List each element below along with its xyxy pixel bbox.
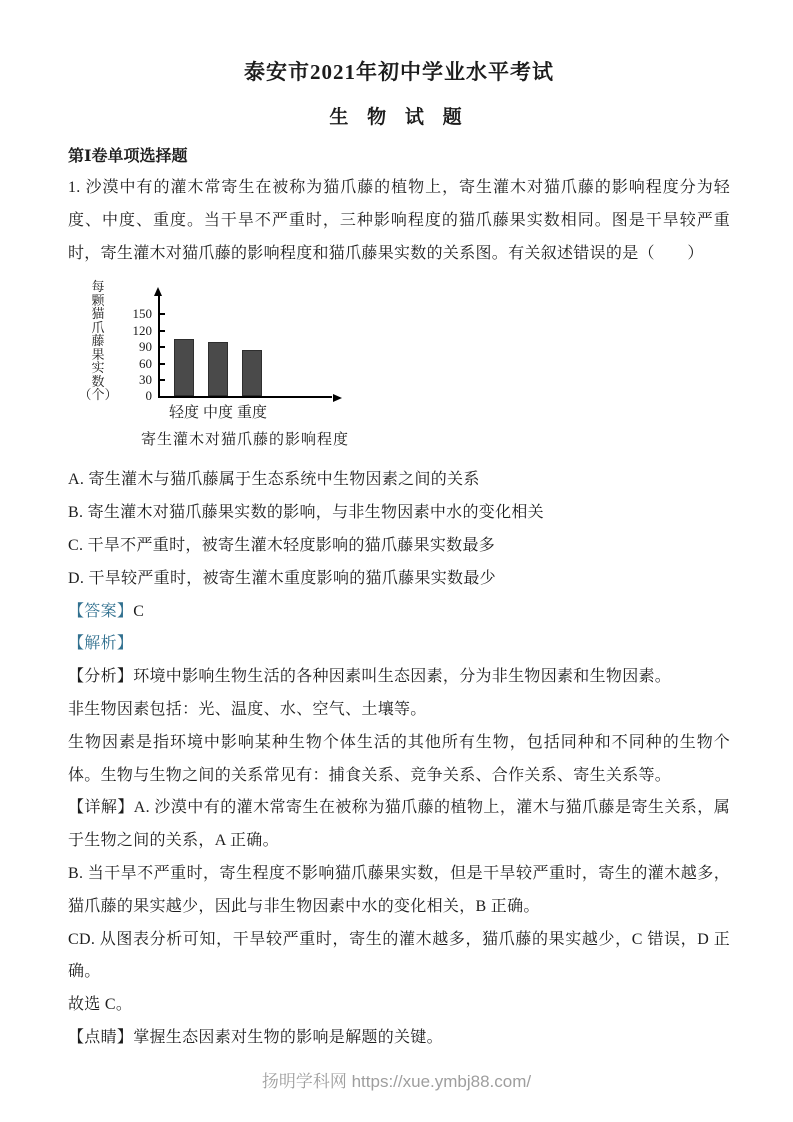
section-heading: 第Ⅰ卷单项选择题 [68,148,188,165]
option-b: B. 寄生灌木对猫爪藤果实数的影响，与非生物因素中水的变化相关 [68,504,544,522]
chart-y-tick-label: 0 [145,388,152,404]
footer-watermark [0,1067,793,1092]
chart-y-tick-mark [160,330,165,332]
chart-y-axis-label-char: 猫 [91,306,105,322]
option-a: A. 寄生灌木与猫爪藤属于生态系统中生物因素之间的关系 [68,471,480,489]
analysis-paragraph: 【详解】A. 沙漠中有的灌木常寄生在被称为猫爪藤的植物上，灌木与猫爪藤是寄生关系，属于生物之间的关系，A 正确。 [68,799,730,850]
chart-y-axis-label-char: 实 [91,360,105,376]
analysis-paragraph: 故选 C。 [68,996,133,1014]
exam-subtitle: 生 物 试 题 [329,107,469,128]
chart-y-axis-label-char: 爪 [91,319,105,335]
chart-y-axis-label [78,280,118,402]
answer-value: C [133,602,145,620]
analysis-heading: 【解析】 [68,635,134,653]
chart-y-axis-label-char: （个） [78,387,118,403]
footer-link[interactable]: 扬明学科网 https://xue.ymbj88.com/ [261,1072,532,1091]
chart-y-axis-label-char: 藤 [91,333,105,349]
analysis-section [68,661,730,1055]
analysis-paragraph: B. 当干旱不严重时，寄生程度不影响猫爪藤果实数，但是干旱较严重时，寄生的灌木越多，猫爪藤的果实越少，因此与非生物因素中水的变化相关，B 正确。 [68,864,730,915]
chart-bar-轻度 [174,339,194,396]
chart-x-tick-label: 轻度 [168,405,200,422]
chart-y-tick-label: 30 [139,372,152,387]
answer-label: 【答案】 [68,602,134,620]
options-list [68,464,730,595]
chart-y-tick-label: 150 [132,306,152,322]
chart-x-tick-label: 重度 [236,405,268,422]
analysis-paragraph: CD. 从图表分析可知，干旱较严重时，寄生的灌木越多，猫爪藤的果实越少，C 错误，D 正确。 [68,930,730,981]
exam-title: 泰安市2021年初中学业水平考试 [244,60,554,84]
chart-y-axis-label-char: 果 [91,346,105,362]
chart-plot-area [132,296,332,422]
analysis-paragraph: 【点睛】掌握生态因素对生物的影响是解题的关键。 [68,1028,443,1046]
chart-y-tick-mark [160,363,165,365]
chart-y-tick-mark [160,379,165,381]
chart-y-tick-label: 90 [139,339,152,355]
option-d: D. 干旱较严重时，被寄生灌木重度影响的猫爪藤果实数最少 [68,569,496,587]
answer-line [68,596,730,629]
chart-plot-column [122,280,370,449]
chart-y-tick-mark [160,313,165,315]
chart-y-tick-label: 120 [132,322,152,338]
chart-bar-中度 [208,342,228,397]
option-c: C. 干旱不严重时，被寄生灌木轻度影响的猫爪藤果实数最多 [68,536,496,554]
bar-chart [78,280,730,448]
chart-bar-重度 [242,350,262,396]
chart-y-tick-label: 60 [139,355,152,371]
chart-y-axis-label-char: 数 [91,373,105,389]
question-text: 1. 沙漠中有的灌木常寄生在被称为猫爪藤的植物上，寄生灌木对猫爪藤的影响程度分为轻度、中度、重度。当干旱不严重时，三种影响程度的猫爪藤果实数相同。图是干旱较严重时，寄生灌木对猫爪藤的影响程度和猫爪藤果实数的关系图。有关叙述错误的是（ ） [68,179,730,262]
chart-y-axis-label-char: 每 [91,279,105,295]
chart-y-axis-label-char: 颗 [91,292,105,308]
chart-x-axis-label: 寄生灌木对猫爪藤的影响程度 [140,432,349,449]
analysis-paragraph: 生物因素是指环境中影响某种生物个体生活的其他所有生物，包括同种和不同种的生物个体。生物与生物之间的关系常见有：捕食关系、竞争关系、合作关系、寄生关系等。 [68,733,730,784]
chart-x-tick-label: 中度 [202,405,234,422]
analysis-paragraph: 【分析】环境中影响生物生活的各种因素叫生态因素，分为非生物因素和生物因素。 [68,668,672,686]
chart-y-tick-mark [160,346,165,348]
analysis-paragraph: 非生物因素包括：光、温度、水、空气、土壤等。 [68,700,427,718]
